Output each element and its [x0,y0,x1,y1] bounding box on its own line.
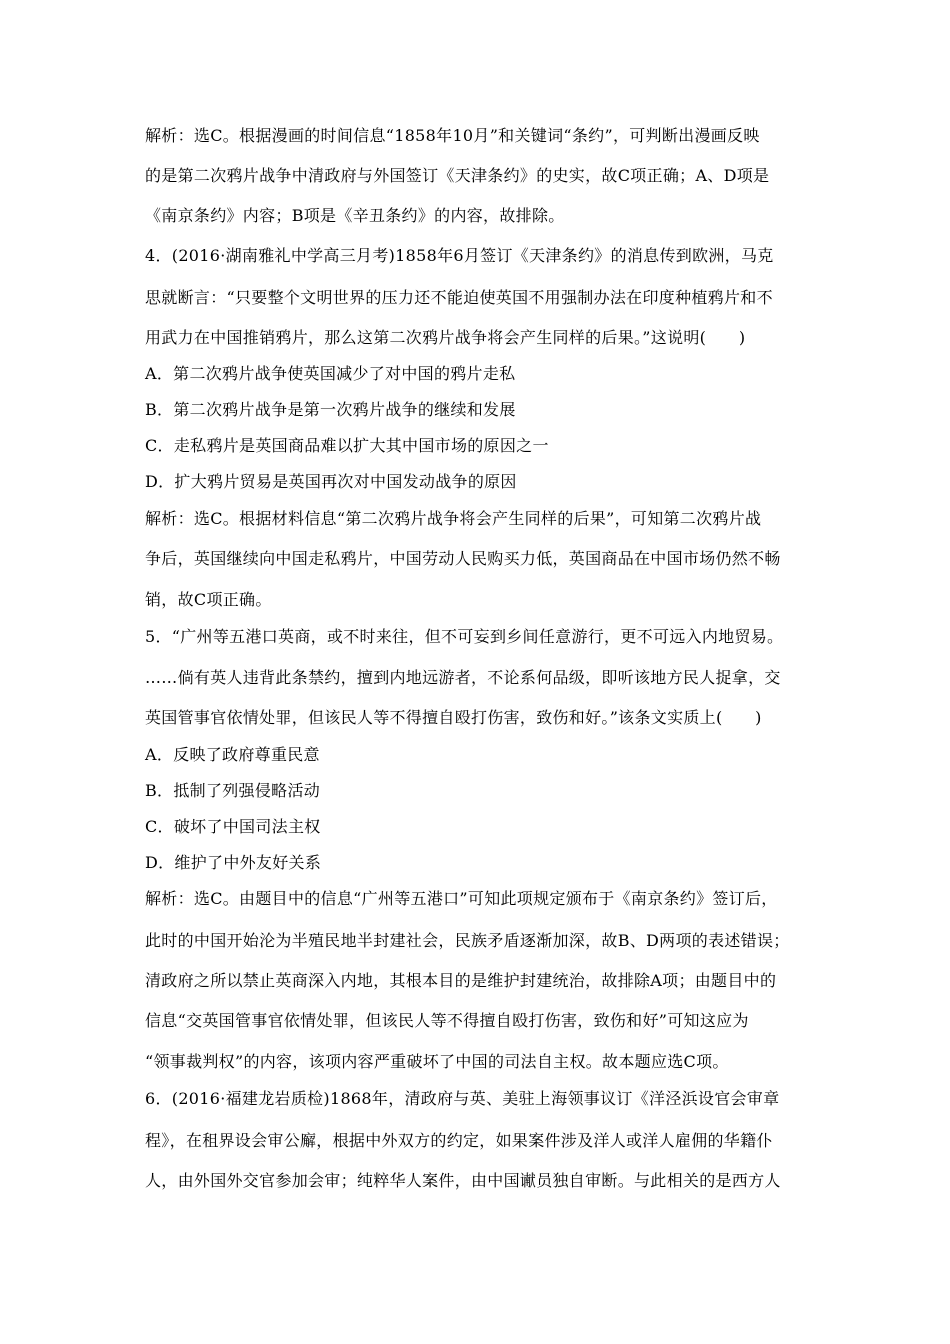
text-line: 信息“交英国管事官依情处罪，但该民人等不得擅自殴打伤害，致伤和好”可知这应为 [145,1011,749,1030]
option-a: A．反映了政府尊重民意 [145,745,320,764]
answer-analysis: 解析：选C。根据材料信息“第二次鸦片战争将会产生同样的后果”，可知第二次鸦片战 [145,509,762,528]
option-c: C．走私鸦片是英国商品难以扩大其中国市场的原因之一 [145,436,549,455]
option-b: B．抵制了列强侵略活动 [145,781,321,800]
text-line: 争后，英国继续向中国走私鸦片，中国劳动人民购买力低，英国商品在中国市场仍然不畅 [145,549,781,568]
text-line: 英国管事官依情处罪，但该民人等不得擅自殴打伤害，致伤和好。”该条文实质上( ) [145,708,762,727]
text-line: 思就断言：“只要整个文明世界的压力还不能迫使英国不用强制办法在印度种植鸦片和不 [145,288,773,307]
text-line: 销，故C项正确。 [145,590,272,609]
option-b: B．第二次鸦片战争是第一次鸦片战争的继续和发展 [145,400,516,419]
text-line: 清政府之所以禁止英商深入内地，其根本目的是维护封建统治，故排除A项；由题目中的 [145,971,777,990]
option-d: D．扩大鸦片贸易是英国再次对中国发动战争的原因 [145,472,517,491]
text-line: 的是第二次鸦片战争中清政府与外国签订《天津条约》的史实，故C项正确；A、D项是 [145,166,770,185]
text-line: 用武力在中国推销鸦片，那么这第二次鸦片战争将会产生同样的后果。”这说明( ) [145,328,746,347]
question-4-stem: 4．(2016·湖南雅礼中学高三月考)1858年6月签订《天津条约》的消息传到欧洲，马克 [145,246,774,265]
text-line: 此时的中国开始沦为半殖民地半封建社会，民族矛盾逐渐加深，故B、D两项的表述错误； [145,931,790,950]
option-c: C．破坏了中国司法主权 [145,817,321,836]
text-line: 人，由外国外交官参加会审；纯粹华人案件，由中国谳员独自审断。与此相关的是西方人 [145,1171,781,1190]
option-d: D．维护了中外友好关系 [145,853,322,872]
question-5-stem: 5．“广州等五港口英商，或不时来往，但不可妄到乡间任意游行，更不可远入内地贸易。 [145,627,784,646]
answer-analysis: 解析：选C。由题目中的信息“广州等五港口”可知此项规定颁布于《南京条约》签订后， [145,889,778,908]
option-a: A．第二次鸦片战争使英国减少了对中国的鸦片走私 [145,364,516,383]
text-line: “领事裁判权”的内容，该项内容严重破坏了中国的司法自主权。故本题应选C项。 [145,1052,729,1071]
text-line: 《南京条约》内容；B项是《辛丑条约》的内容，故排除。 [145,206,565,225]
text-line: 程》，在租界设会审公廨，根据中外双方的约定，如果案件涉及洋人或洋人雇佣的华籍仆 [145,1131,773,1150]
text-line: 解析：选C。根据漫画的时间信息“1858年10月”和关键词“条约”，可判断出漫画反映 [145,126,760,145]
question-6-stem: 6．(2016·福建龙岩质检)1868年，清政府与英、美驻上海领事议订《洋泾浜设官会审章 [145,1089,780,1108]
text-line: ……倘有英人违背此条禁约，擅到内地远游者，不论系何品级，即听该地方民人捉拿，交 [145,668,781,687]
